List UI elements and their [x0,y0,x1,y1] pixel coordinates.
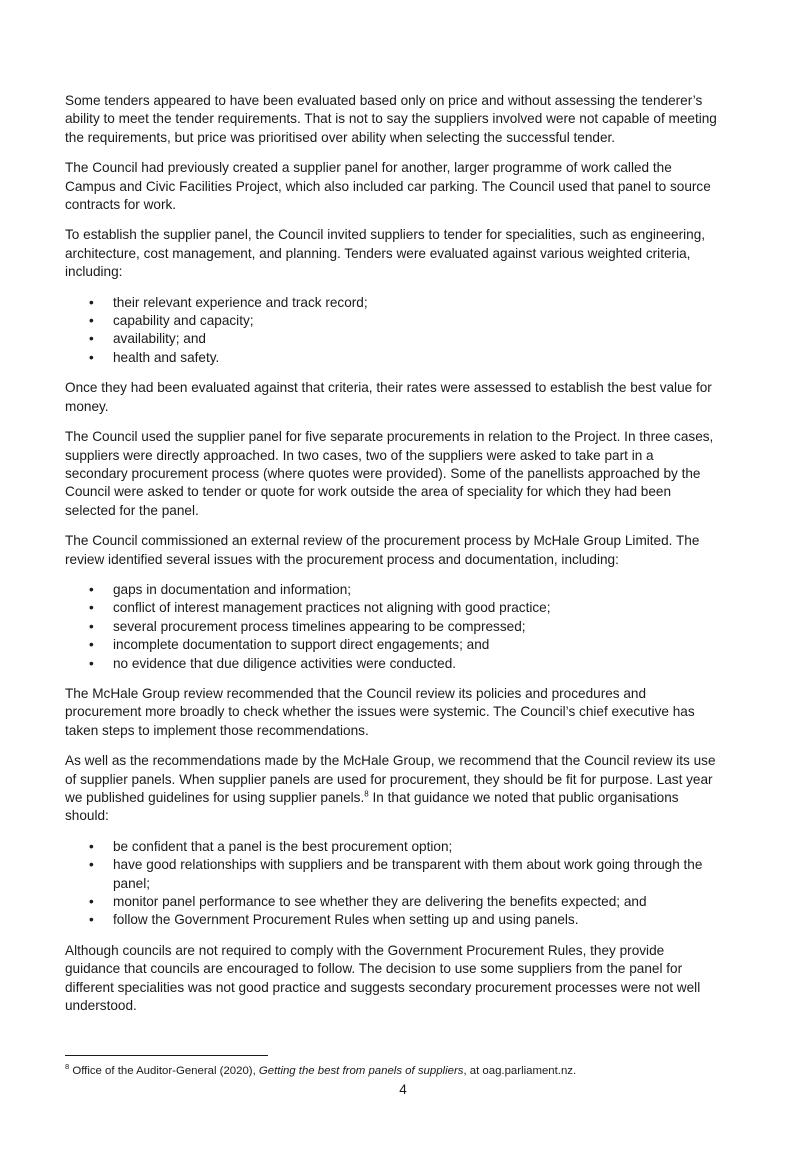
list-item: • conflict of interest management practices not aligning with good practice; [65,599,745,617]
paragraph-conclusion: Although councils are not required to comply with the Government Procurement Rules, they provide guidance that councils are encouraged to follow. The decision to use some suppliers from the panel for different specialities was not good practice and suggests secondary procurement processes were not well understood. [65,942,701,1014]
paragraph-supplier-panel-recommendation: As well as the recommendations made by the McHale Group, we recommend that the Council review its use of supplier panels. When supplier panels are used for procurement, they should be fit for purpose. Last year we published guidelines for using supplier panels.$^8$ In that guidance we noted that public organisations should: [65,753,716,824]
criteria-list [65,294,745,368]
bullet-icon: • [89,637,94,653]
paragraph-panel-establishment: To establish the supplier panel, the Council invited suppliers to tender for specialities, such as engineering, architecture, cost management, and planning. Tenders were evaluated against various weighted criteria, including: [65,227,706,280]
bullet-icon: • [89,857,94,873]
list-item: • incomplete documentation to support direct engagements; and [65,636,745,654]
paragraph-review-recommendations: The McHale Group review recommended that the Council review its policies and procedures and procurement more broadly to check whether the issues were systemic. The Council’s chief executive has taken steps to implement those recommendations. [65,685,695,738]
bullet-icon: • [89,331,94,347]
guidance-list [65,838,745,930]
list-item: • several procurement process timelines appearing to be compressed; [65,618,745,636]
bullet-icon: • [89,600,94,616]
list-item: • availability; and [65,330,745,348]
list-item: • be confident that a panel is the best procurement option; [65,838,745,856]
bullet-icon: • [89,655,94,671]
paragraph-price-evaluation: Some tenders appeared to have been evaluated based only on price and without assessing the tenderer’s ability to meet the tender requirements. That is not to say the suppliers involved were not capable of meeting the requirements, but price was prioritised over ability when selecting the successful tender. [65,93,717,145]
bullet-icon: • [89,618,94,634]
paragraph-external-review: The Council commissioned an external review of the procurement process by McHale Group Limited. The review identified several issues with the procurement process and documentation, including: [65,533,700,567]
list-item: • gaps in documentation and information; [65,581,745,599]
list-item: • health and safety. [65,349,745,367]
list-item: • monitor panel performance to see whether they are delivering the benefits expected; and [65,893,745,911]
bullet-icon: • [89,349,94,365]
bullet-icon: • [89,581,94,597]
list-item: • their relevant experience and track record; [65,294,745,312]
footnote-divider [65,1055,268,1056]
footnote-title: Getting the best from panels of suppliers [258,1065,464,1077]
bullet-icon: • [89,912,94,928]
paragraph-rates-assessed: Once they had been evaluated against that criteria, their rates were assessed to establish the best value for money. [65,380,712,414]
bullet-icon: • [89,838,94,854]
paragraph-existing-panel: The Council had previously created a supplier panel for another, larger programme of work called the Campus and Civic Facilities Project, which also included car parking. The Council used that panel to source contracts for work. [65,160,711,213]
list-item: • follow the Government Procurement Rules when setting up and using panels. [65,911,745,929]
bullet-icon: • [89,294,94,310]
footnote: $^8$ Office of the Auditor-General (2020), Getting the best from panels of suppliers, at oag.parliament.nz. [65,1062,577,1077]
issues-list [65,581,745,673]
bullet-icon: • [89,313,94,329]
list-item: • have good relationships with suppliers and be transparent with them about work going through the panel; [89,857,703,891]
page-number: 4 [399,1082,407,1097]
list-item: • capability and capacity; [65,312,745,330]
list-item: • no evidence that due diligence activities were conducted. [65,655,745,673]
paragraph-panel-usage: The Council used the supplier panel for five separate procurements in relation to the Project. In three cases, suppliers were directly approached. In two cases, two of the suppliers were asked to take part in a secondary procurement process (where quotes were provided). Some of the panellists approached by the Council were asked to tender or quote for work outside the area of speciality for which they had been selected for the panel. [65,429,714,518]
bullet-icon: • [89,894,94,910]
footnote-reference[interactable]: 8 [364,789,369,799]
footnote-number: 8 [65,1062,70,1072]
document-body [65,92,745,1027]
